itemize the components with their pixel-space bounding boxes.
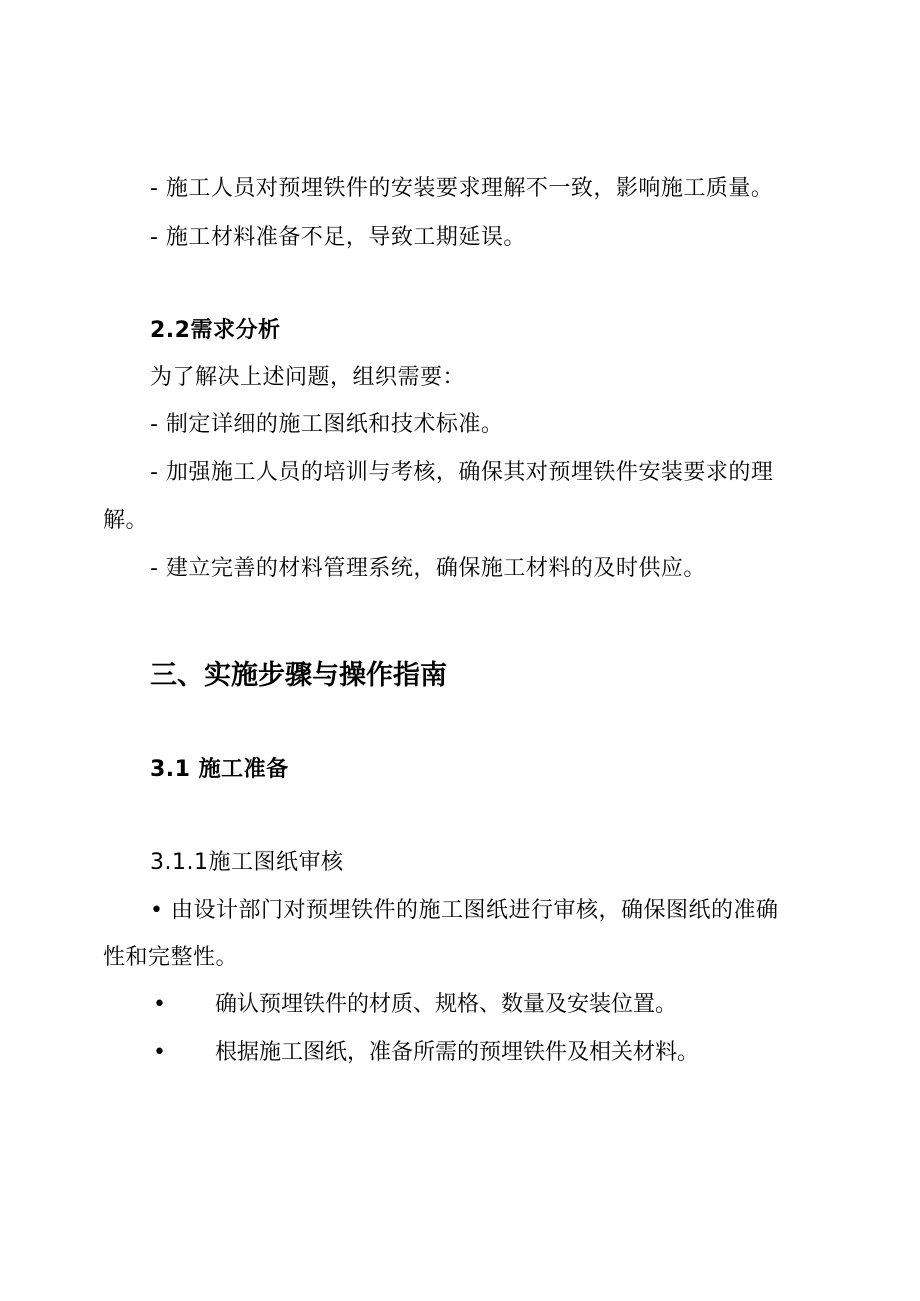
list-item xyxy=(153,990,677,1020)
paragraph-line: - 施工人员对预埋铁件的安装要求理解不一致，影响施工质量。 xyxy=(150,176,774,201)
paragraph-line: 为了解决上述问题，组织需要： xyxy=(150,365,466,390)
paragraph-line: 性和完整性。 xyxy=(103,945,239,970)
paragraph-line: - 施工材料准备不足，导致工期延误。 xyxy=(150,225,526,250)
list-item xyxy=(153,1038,699,1068)
paragraph-line: - 建立完善的材料管理系统，确保施工材料的及时供应。 xyxy=(150,556,706,581)
section-heading: 2.2需求分析 xyxy=(150,318,281,343)
section-heading: 3.1 施工准备 xyxy=(150,757,289,782)
subsection-heading: 3.1.1施工图纸审核 xyxy=(150,850,344,875)
list-item-text: 根据施工图纸，准备所需的预埋铁件及相关材料。 xyxy=(215,1040,700,1065)
bullet-icon: • xyxy=(153,1040,166,1065)
list-item-text: 确认预埋铁件的材质、规格、数量及安装位置。 xyxy=(215,992,678,1017)
paragraph-line: • 由设计部门对预埋铁件的施工图纸进行审核，确保图纸的准确 xyxy=(150,898,779,923)
bullet-icon: • xyxy=(153,992,166,1017)
chapter-heading: 三、实施步骤与操作指南 xyxy=(150,660,447,691)
paragraph-line: 解。 xyxy=(103,508,149,533)
paragraph-line: - 加强施工人员的培训与考核，确保其对预埋铁件安装要求的理 xyxy=(150,460,774,485)
paragraph-line: - 制定详细的施工图纸和技术标准。 xyxy=(150,412,504,437)
